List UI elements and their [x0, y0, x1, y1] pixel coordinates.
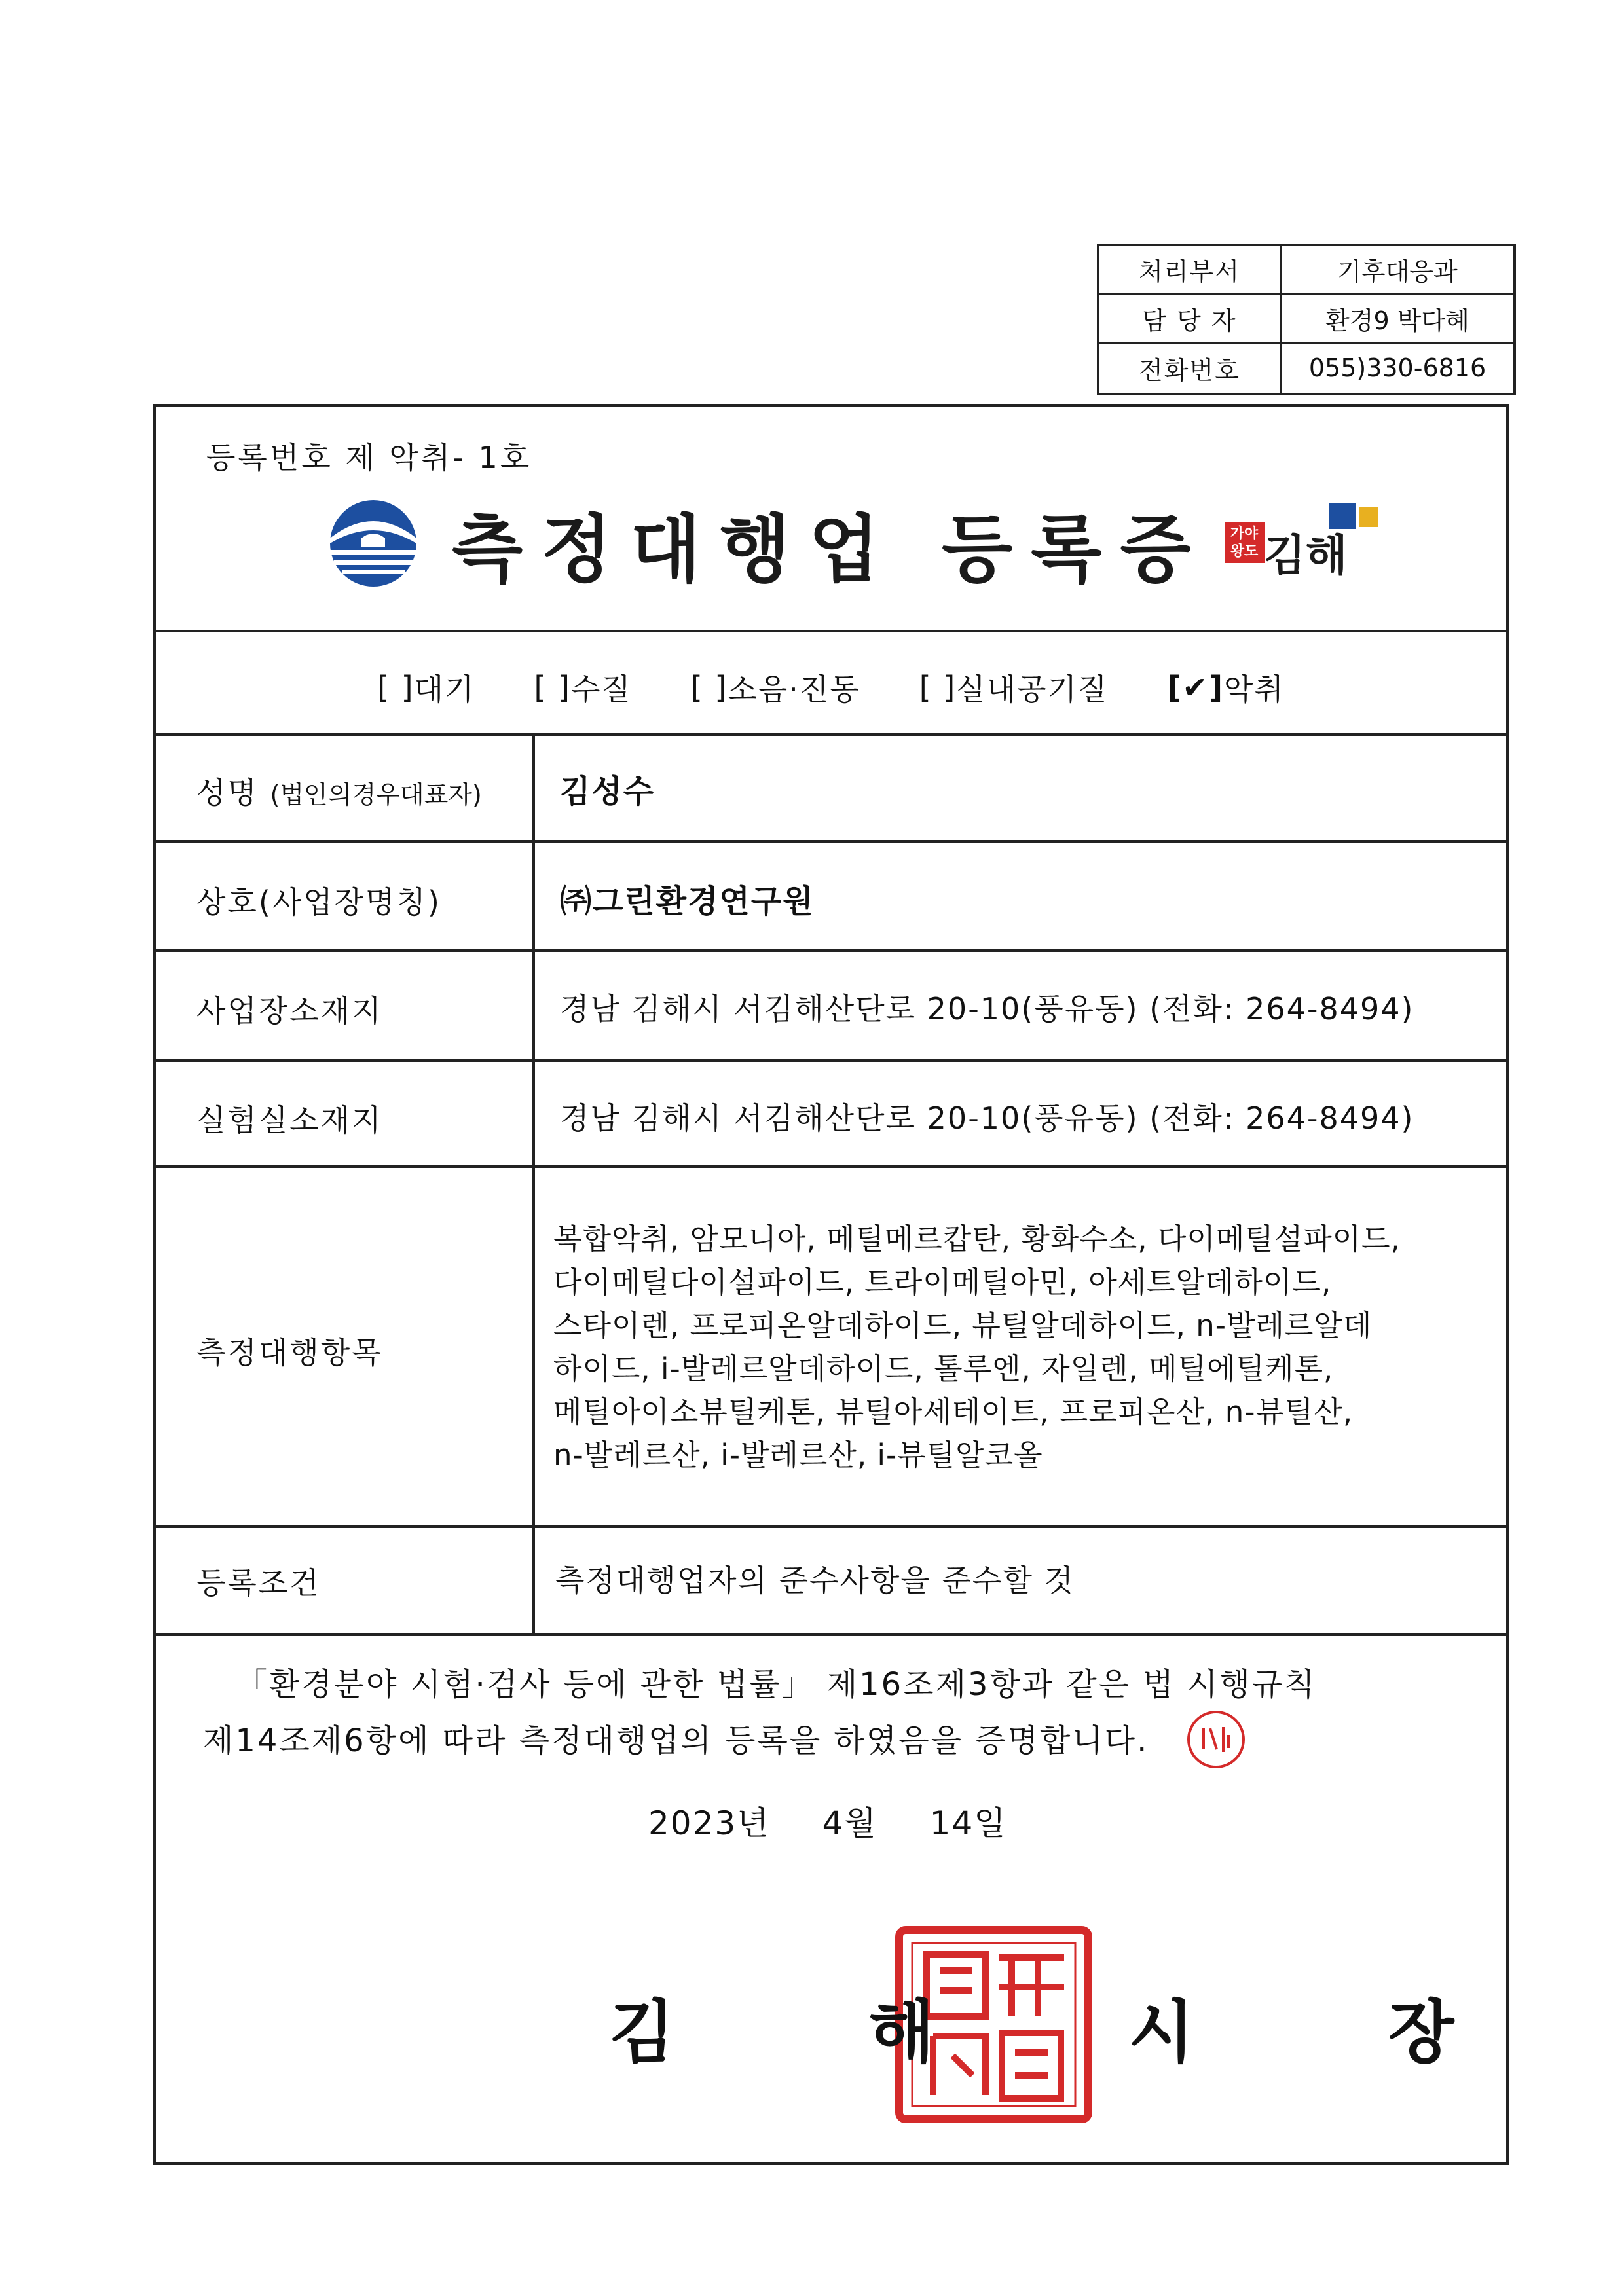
issue-date: [648, 1797, 1007, 1844]
field-label: 실내공기질: [956, 672, 1109, 707]
processing-label: 전화번호: [1099, 344, 1282, 393]
condition-label: 등록조건: [196, 1565, 321, 1601]
processing-label: 담 당 자: [1099, 295, 1282, 342]
processing-row: [1099, 295, 1513, 344]
field-mark: [ ]: [919, 670, 957, 705]
processing-value: 기후대응과: [1337, 257, 1458, 287]
name-label: [196, 769, 482, 812]
items-line: 하이드, i-발레르알데하이드, 톨루엔, 자일렌, 메틸에틸케톤,: [553, 1351, 1334, 1386]
processing-info-table: [1097, 244, 1516, 395]
divider: [156, 1165, 1506, 1168]
field-water: [534, 666, 631, 709]
gimhae-logo-text: 김해: [1264, 530, 1348, 581]
lab-address-value: 경남 김해시 서김해산단로 20-10(풍유동) (전화: 264-8494): [560, 1101, 1414, 1136]
field-label: 소음·진동: [728, 672, 860, 707]
items-line: 메틸아이소뷰틸케톤, 뷰틸아세테이트, 프로피온산, n-뷰틸산,: [553, 1394, 1354, 1429]
business-address-label: 사업장소재지: [196, 993, 383, 1029]
processing-row: [1099, 344, 1513, 393]
items-label: 측정대행항목: [196, 1335, 383, 1370]
certification-line: 「환경분야 시험·검사 등에 관한 법률」 제16조제3항과 같은 법 시행규칙: [236, 1666, 1317, 1703]
certification-text: [203, 1656, 1480, 1769]
measurement-fields: [156, 638, 1506, 737]
items-line: 스타이렌, 프로피온알데하이드, 뷰틸알데하이드, n-발레르알데: [553, 1308, 1373, 1343]
processing-label: 처리부서: [1099, 246, 1282, 293]
items-line: 복합악취, 암모니아, 메틸메르캅탄, 황화수소, 다이메틸설파이드,: [553, 1222, 1401, 1256]
name-value: 김성수: [560, 773, 655, 810]
date-year: 2023년: [648, 1804, 770, 1842]
field-noise: [691, 666, 860, 709]
processing-value: 환경9 박다혜: [1325, 306, 1469, 335]
title-row: [321, 494, 1209, 592]
date-month: 4월: [822, 1804, 877, 1842]
company-label: 상호(사업장명칭): [196, 884, 441, 920]
registration-number: 등록번호 제 악취- 1호: [206, 440, 532, 475]
small-seal-stamp: [1185, 1709, 1247, 1771]
divider: [156, 1633, 1506, 1636]
field-label: 악취: [1224, 672, 1285, 707]
lab-address-label: 실험실소재지: [196, 1102, 383, 1138]
field-mark: [ ]: [377, 670, 415, 705]
divider: [156, 630, 1506, 632]
issuer-name: 김 해 시 장: [609, 1992, 1540, 2072]
divider: [156, 840, 1506, 843]
field-mark: [ ]: [534, 670, 571, 705]
field-mark: [ ]: [690, 670, 728, 705]
items-line: 다이메틸다이설파이드, 트라이메틸아민, 아세트알데하이드,: [553, 1265, 1332, 1300]
gimhae-logo-subtext: 가야왕도: [1230, 526, 1259, 560]
processing-row: [1099, 246, 1513, 295]
business-address-value: 경남 김해시 서김해산단로 20-10(풍유동) (전화: 264-8494): [560, 991, 1414, 1027]
condition-value: 측정대행업자의 준수사항을 준수할 것: [555, 1563, 1075, 1598]
column-divider: [532, 733, 535, 1633]
field-mark-checked: [✔]: [1167, 670, 1225, 705]
divider: [156, 1059, 1506, 1062]
field-air: [377, 666, 475, 709]
name-label-text: 성명: [196, 775, 259, 811]
date-day: 14일: [929, 1804, 1007, 1842]
field-label: 대기: [414, 672, 475, 707]
company-value: ㈜그린환경연구원: [560, 883, 815, 920]
divider: [156, 949, 1506, 952]
city-emblem-icon: [321, 498, 426, 589]
certification-line: 제14조제6항에 따라 측정대행업의 등록을 하였음을 증명합니다.: [203, 1722, 1149, 1759]
divider: [156, 1525, 1506, 1528]
field-odor: [1167, 666, 1284, 709]
processing-value: 055)330-6816: [1308, 354, 1486, 383]
field-label: 수질: [570, 672, 632, 707]
page-title: 측정대행업 등록증: [452, 507, 1209, 592]
measurement-items: [553, 1218, 1506, 1477]
field-indoor-air: [919, 666, 1109, 709]
name-label-sub: (법인의경우대표자): [270, 780, 482, 809]
items-line: n-발레르산, i-발레르산, i-뷰틸알코올: [553, 1438, 1043, 1472]
